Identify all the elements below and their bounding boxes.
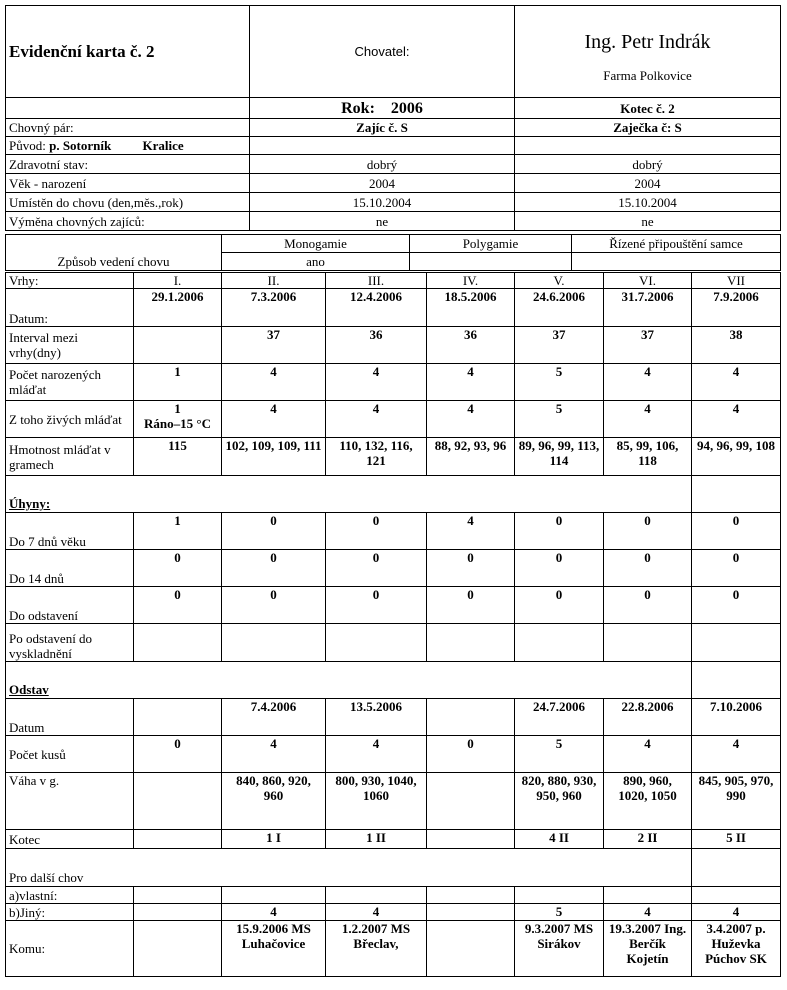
litter-col-5: V. xyxy=(515,273,604,289)
alive-note: Ráno–15 °C xyxy=(144,416,211,431)
litter-3-value xyxy=(134,401,222,438)
wean-2-value xyxy=(427,773,515,830)
card-title: Evidenční karta č. 2 xyxy=(6,6,250,98)
wean-1-value: 4 xyxy=(326,736,427,773)
wean-3-value xyxy=(134,830,222,849)
female-id: Zaječka č: S xyxy=(515,119,781,137)
own-value xyxy=(134,887,222,904)
to-value xyxy=(134,921,222,977)
litter-4-label: Hmotnost mláďat v gramech xyxy=(6,438,134,476)
breeder-label: Chovatel: xyxy=(250,6,515,98)
empty-cell xyxy=(692,476,781,513)
other-value: 5 xyxy=(515,904,604,921)
own-value xyxy=(604,887,692,904)
loss-3-value xyxy=(427,624,515,662)
to-value: 19.3.2007 Ing. Berčík Kojetín xyxy=(604,921,692,977)
loss-2-value: 0 xyxy=(134,587,222,624)
wean-2-value: 845, 905, 970, 990 xyxy=(692,773,781,830)
breeder-cell xyxy=(515,6,781,98)
age-label: Věk - narození xyxy=(6,174,250,193)
litter-1-value: 36 xyxy=(326,327,427,364)
wean-3-value: 1 II xyxy=(326,830,427,849)
litter-col-7: VII xyxy=(692,273,781,289)
loss-1-label: Do 14 dnů xyxy=(6,550,134,587)
origin-place: Kralice xyxy=(142,138,184,153)
litter-col-6: VI. xyxy=(604,273,692,289)
other-value xyxy=(134,904,222,921)
age-female: 2004 xyxy=(515,174,781,193)
wean-2-value: 800, 930, 1040, 1060 xyxy=(326,773,427,830)
wean-0-row xyxy=(6,699,781,736)
to-value: 3.4.2007 p. Huževka Púchov SK xyxy=(692,921,781,977)
own-value xyxy=(222,887,326,904)
litter-col-1: I. xyxy=(134,273,222,289)
own-value xyxy=(427,887,515,904)
litter-3-value: 4 xyxy=(692,401,781,438)
wean-2-value: 820, 880, 930, 950, 960 xyxy=(515,773,604,830)
year-value: 2006 xyxy=(390,99,423,117)
wean-0-value: 22.8.2006 xyxy=(604,699,692,736)
litter-2-value: 4 xyxy=(326,364,427,401)
alive-first-value: 1 xyxy=(174,401,181,416)
loss-2-value: 0 xyxy=(326,587,427,624)
loss-0-value: 1 xyxy=(134,513,222,550)
empty-cell xyxy=(692,662,781,699)
litter-1-label: Interval mezi vrhy(dny) xyxy=(6,327,134,364)
wean-1-value: 4 xyxy=(692,736,781,773)
loss-0-row xyxy=(6,513,781,550)
empty-cell xyxy=(410,253,572,271)
loss-1-value: 0 xyxy=(222,550,326,587)
loss-2-value: 0 xyxy=(692,587,781,624)
exchange-label: Výměna chovných zajíců: xyxy=(6,212,250,231)
method-mono: Monogamie xyxy=(222,235,410,253)
wean-3-value: 2 II xyxy=(604,830,692,849)
wean-3-value: 1 I xyxy=(222,830,326,849)
wean-3-label: Kotec xyxy=(6,830,134,849)
wean-2-row xyxy=(6,773,781,830)
wean-0-value: 7.4.2006 xyxy=(222,699,326,736)
loss-3-value xyxy=(326,624,427,662)
loss-1-value: 0 xyxy=(427,550,515,587)
loss-3-value xyxy=(515,624,604,662)
loss-0-value: 0 xyxy=(326,513,427,550)
placed-male: 15.10.2004 xyxy=(250,193,515,212)
own-value xyxy=(515,887,604,904)
origin-label: Původ: xyxy=(9,138,46,153)
wean-1-label: Počet kusů xyxy=(6,736,134,773)
placed-female: 15.10.2004 xyxy=(515,193,781,212)
to-value: 1.2.2007 MS Břeclav, xyxy=(326,921,427,977)
litter-1-value xyxy=(134,327,222,364)
litter-3-value: 4 xyxy=(222,401,326,438)
wean-2-label: Váha v g. xyxy=(6,773,134,830)
loss-0-value: 0 xyxy=(515,513,604,550)
litter-4-value: 102, 109, 109, 111 xyxy=(222,438,326,476)
loss-3-value xyxy=(222,624,326,662)
health-female: dobrý xyxy=(515,155,781,174)
loss-1-value: 0 xyxy=(326,550,427,587)
litter-1-value: 37 xyxy=(222,327,326,364)
cage-number: Kotec č. 2 xyxy=(515,98,781,119)
litter-3-value: 4 xyxy=(427,401,515,438)
litter-1-value: 37 xyxy=(515,327,604,364)
wean-3-value: 4 II xyxy=(515,830,604,849)
to-value xyxy=(427,921,515,977)
litter-2-value: 4 xyxy=(222,364,326,401)
pair-label: Chovný pár: xyxy=(6,119,250,137)
loss-3-row xyxy=(6,624,781,662)
litter-grid xyxy=(5,272,781,977)
litter-3-value: 4 xyxy=(604,401,692,438)
to-value: 9.3.2007 MS Sirákov xyxy=(515,921,604,977)
litter-1-value: 36 xyxy=(427,327,515,364)
wean-3-value xyxy=(427,830,515,849)
other-value: 4 xyxy=(604,904,692,921)
other-row xyxy=(6,904,781,921)
wean-1-row xyxy=(6,736,781,773)
other-value: 4 xyxy=(326,904,427,921)
loss-2-value: 0 xyxy=(515,587,604,624)
male-id: Zajíc č. S xyxy=(250,119,515,137)
empty-cell xyxy=(692,849,781,887)
litter-col-4: IV. xyxy=(427,273,515,289)
loss-0-value: 0 xyxy=(222,513,326,550)
litter-2-value: 4 xyxy=(604,364,692,401)
litter-4-row xyxy=(6,438,781,476)
method-mono-value: ano xyxy=(222,253,410,271)
wean-0-value: 7.10.2006 xyxy=(692,699,781,736)
litter-0-value: 12.4.2006 xyxy=(326,289,427,327)
other-label: b)Jiný: xyxy=(6,904,134,921)
other-value: 4 xyxy=(692,904,781,921)
empty-cell xyxy=(572,253,781,271)
litter-2-value: 1 xyxy=(134,364,222,401)
health-label: Zdravotní stav: xyxy=(6,155,250,174)
origin-value: p. Sotorník xyxy=(49,138,112,153)
loss-0-value: 4 xyxy=(427,513,515,550)
exchange-male: ne xyxy=(250,212,515,231)
wean-0-value xyxy=(427,699,515,736)
losses-title: Úhyny: xyxy=(6,476,692,513)
to-label: Komu: xyxy=(6,921,134,977)
loss-2-value: 0 xyxy=(604,587,692,624)
other-value xyxy=(427,904,515,921)
breeder-name: Ing. Petr Indrák xyxy=(584,31,711,53)
wean-2-value: 840, 860, 920, 960 xyxy=(222,773,326,830)
litter-4-value: 89, 96, 99, 113, 114 xyxy=(515,438,604,476)
wean-1-value: 5 xyxy=(515,736,604,773)
loss-2-value: 0 xyxy=(222,587,326,624)
exchange-female: ne xyxy=(515,212,781,231)
other-value: 4 xyxy=(222,904,326,921)
weaning-title: Odstav xyxy=(6,662,692,699)
method-poly: Polygamie xyxy=(410,235,572,253)
wean-1-value: 4 xyxy=(604,736,692,773)
wean-2-value: 890, 960, 1020, 1050 xyxy=(604,773,692,830)
wean-1-value: 0 xyxy=(134,736,222,773)
loss-3-value xyxy=(692,624,781,662)
litter-2-value: 4 xyxy=(692,364,781,401)
wean-3-value: 5 II xyxy=(692,830,781,849)
farm-name: Farma Polkovice xyxy=(603,68,692,83)
wean-1-value: 4 xyxy=(222,736,326,773)
health-male: dobrý xyxy=(250,155,515,174)
loss-3-label: Po odstavení do vyskladnění xyxy=(6,624,134,662)
litter-1-value: 38 xyxy=(692,327,781,364)
to-row xyxy=(6,921,781,977)
empty-cell xyxy=(6,98,250,119)
litter-col-2: II. xyxy=(222,273,326,289)
own-value xyxy=(692,887,781,904)
loss-2-value: 0 xyxy=(427,587,515,624)
litter-2-value: 4 xyxy=(427,364,515,401)
litter-4-value: 88, 92, 93, 96 xyxy=(427,438,515,476)
wean-1-value: 0 xyxy=(427,736,515,773)
wean-0-value: 13.5.2006 xyxy=(326,699,427,736)
empty-cell xyxy=(515,137,781,155)
method-label: Způsob vedení chovu xyxy=(6,235,222,271)
litter-0-row xyxy=(6,289,781,327)
loss-1-row xyxy=(6,550,781,587)
loss-1-value: 0 xyxy=(604,550,692,587)
litter-col-3: III. xyxy=(326,273,427,289)
wean-3-row xyxy=(6,830,781,849)
litter-2-label: Počet narozených mláďat xyxy=(6,364,134,401)
own-label: a)vlastní: xyxy=(6,887,134,904)
wean-2-value xyxy=(134,773,222,830)
litter-3-row xyxy=(6,401,781,438)
to-value: 15.9.2006 MS Luhačovice xyxy=(222,921,326,977)
method-table xyxy=(5,234,781,271)
loss-1-value: 0 xyxy=(515,550,604,587)
year-label: Rok: xyxy=(341,99,375,117)
litter-3-value: 5 xyxy=(515,401,604,438)
litter-1-row xyxy=(6,327,781,364)
litter-3-label: Z toho živých mláďat xyxy=(6,401,134,438)
litters-label: Vrhy: xyxy=(6,273,134,289)
loss-2-row xyxy=(6,587,781,624)
age-male: 2004 xyxy=(250,174,515,193)
empty-cell xyxy=(250,137,515,155)
year-cell xyxy=(250,98,515,119)
litter-0-value: 24.6.2006 xyxy=(515,289,604,327)
litter-2-value: 5 xyxy=(515,364,604,401)
loss-3-value xyxy=(604,624,692,662)
loss-0-value: 0 xyxy=(692,513,781,550)
header-table xyxy=(5,5,781,231)
litter-4-value: 115 xyxy=(134,438,222,476)
litter-2-row xyxy=(6,364,781,401)
breeding-title: Pro další chov xyxy=(6,849,692,887)
wean-0-label: Datum xyxy=(6,699,134,736)
litter-4-value: 85, 99, 106, 118 xyxy=(604,438,692,476)
litter-0-value: 7.3.2006 xyxy=(222,289,326,327)
litter-0-value: 31.7.2006 xyxy=(604,289,692,327)
loss-3-value xyxy=(134,624,222,662)
litter-0-label: Datum: xyxy=(6,289,134,327)
litter-3-value: 4 xyxy=(326,401,427,438)
litter-0-value: 29.1.2006 xyxy=(134,289,222,327)
loss-0-label: Do 7 dnů věku xyxy=(6,513,134,550)
litter-0-value: 7.9.2006 xyxy=(692,289,781,327)
wean-0-value: 24.7.2006 xyxy=(515,699,604,736)
litter-4-value: 94, 96, 99, 108 xyxy=(692,438,781,476)
own-value xyxy=(326,887,427,904)
loss-0-value: 0 xyxy=(604,513,692,550)
loss-1-value: 0 xyxy=(692,550,781,587)
loss-1-value: 0 xyxy=(134,550,222,587)
wean-0-value xyxy=(134,699,222,736)
litter-1-value: 37 xyxy=(604,327,692,364)
method-controlled: Řízené připouštění samce xyxy=(572,235,781,253)
loss-2-label: Do odstavení xyxy=(6,587,134,624)
placed-label: Umístěn do chovu (den,měs.,rok) xyxy=(6,193,250,212)
litter-0-value: 18.5.2006 xyxy=(427,289,515,327)
litter-4-value: 110, 132, 116, 121 xyxy=(326,438,427,476)
origin-cell xyxy=(6,137,250,155)
